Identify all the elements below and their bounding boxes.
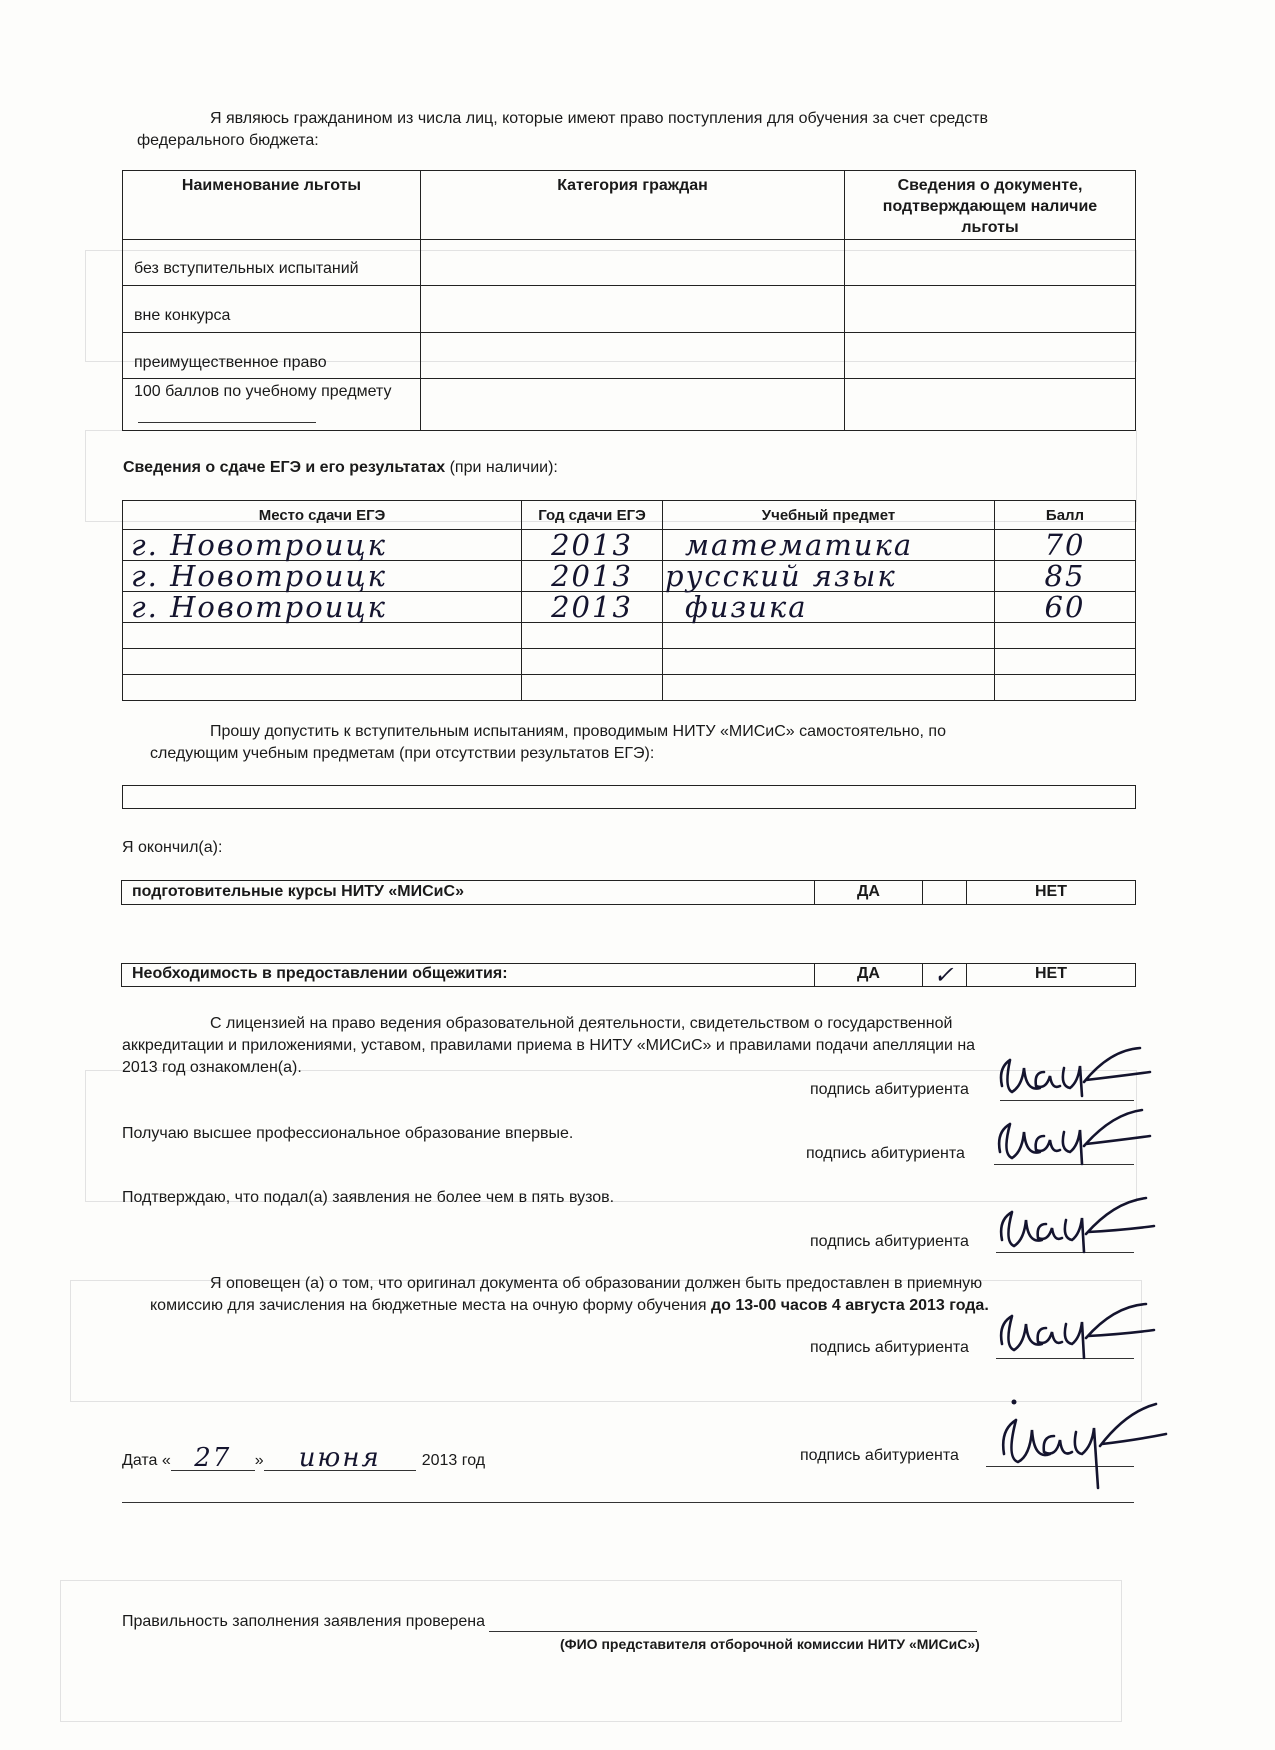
date-month: июня bbox=[264, 1446, 416, 1471]
ege-place-cell: г. Новотроицк bbox=[123, 530, 522, 561]
intro-line2: федерального бюджета: bbox=[137, 132, 319, 149]
prep-courses-no[interactable]: НЕТ bbox=[967, 881, 1136, 905]
prep-courses-yes[interactable]: ДА bbox=[815, 881, 923, 905]
handwritten-signature-icon bbox=[990, 1196, 1160, 1262]
license-line3: 2013 год ознакомлен(а). bbox=[122, 1059, 302, 1076]
handwritten-signature-icon bbox=[988, 1108, 1158, 1174]
verification-caption: (ФИО представителя отборочной комиссии НИТУ «МИСиС») bbox=[560, 1636, 980, 1652]
ege-place-cell: г. Новотроицк bbox=[123, 592, 522, 623]
original-line2-text: комиссию для зачисления на бюджетные места на очную форму обучения bbox=[150, 1297, 707, 1314]
ege-header-score: Балл bbox=[995, 501, 1136, 530]
original-line1: Я оповещен (а) о том, что оригинал документа об образовании должен быть предоставлен в приемную bbox=[210, 1275, 983, 1292]
ege-title-note: (при наличии): bbox=[449, 459, 558, 476]
ege-title bbox=[123, 458, 558, 478]
courses-table bbox=[121, 880, 1136, 905]
signature-label: подпись абитуриента bbox=[810, 1081, 969, 1098]
prep-courses-label: подготовительные курсы НИТУ «МИСиС» bbox=[122, 881, 815, 905]
ege-empty-row bbox=[123, 649, 1136, 675]
horizontal-divider bbox=[122, 1502, 1134, 1503]
handwritten-signature-icon bbox=[990, 1300, 1160, 1366]
subject-blank-line bbox=[138, 422, 316, 423]
ege-score-cell: 70 bbox=[995, 530, 1136, 561]
ege-table bbox=[122, 500, 1136, 701]
date-suffix: 2013 год bbox=[421, 1452, 486, 1469]
date-day: 27 bbox=[171, 1446, 255, 1471]
license-line1: С лицензией на право ведения образовательной деятельности, свидетельством о государственной bbox=[210, 1015, 953, 1032]
ege-year-cell: 2013 bbox=[522, 592, 663, 623]
original-line2 bbox=[150, 1296, 989, 1316]
admission-line2: следующим учебным предметам (при отсутствии результатов ЕГЭ): bbox=[150, 745, 655, 762]
ege-score-cell: 60 bbox=[995, 592, 1136, 623]
benefit-category-cell bbox=[421, 286, 845, 333]
dorm-table bbox=[121, 963, 1136, 987]
date-field bbox=[122, 1443, 486, 1473]
ege-year-cell: 2013 bbox=[522, 561, 663, 592]
benefit-category-cell bbox=[421, 240, 845, 286]
intro-line1: Я являюсь гражданином из числа лиц, которые имеют право поступления для обучения за счет средств bbox=[210, 110, 989, 127]
benefit-document-cell bbox=[845, 286, 1136, 333]
benefits-table bbox=[122, 170, 1136, 431]
signature-label: подпись абитуриента bbox=[806, 1145, 965, 1162]
ege-title-text: Сведения о сдаче ЕГЭ и его результатах bbox=[123, 459, 446, 476]
benefits-header-name: Наименование льготы bbox=[123, 171, 421, 240]
finished-label: Я окончил(а): bbox=[122, 839, 223, 856]
ege-row bbox=[123, 530, 1136, 561]
benefit-row-no-exams: без вступительных испытаний bbox=[123, 240, 421, 286]
ege-header-subject: Учебный предмет bbox=[663, 501, 995, 530]
date-prefix: Дата « bbox=[122, 1452, 171, 1469]
dorm-yes-check-icon[interactable]: ✓ bbox=[923, 964, 967, 987]
benefit-document-cell bbox=[845, 333, 1136, 379]
signature-label: подпись абитуриента bbox=[810, 1339, 969, 1356]
prep-courses-yes-box[interactable] bbox=[923, 881, 967, 905]
ege-row bbox=[123, 561, 1136, 592]
verification-field bbox=[122, 1612, 977, 1632]
ege-subject-cell: русский язык bbox=[663, 561, 995, 592]
benefit-document-cell bbox=[845, 240, 1136, 286]
ege-place-cell: г. Новотроицк bbox=[123, 561, 522, 592]
dorm-no[interactable]: НЕТ bbox=[967, 964, 1136, 987]
verification-label: Правильность заполнения заявления проверена bbox=[122, 1613, 486, 1630]
benefits-header-category: Категория граждан bbox=[421, 171, 845, 240]
license-line2: аккредитации и приложениями, уставом, правилами приема в НИТУ «МИСиС» и правилами подачи апелляции на bbox=[122, 1037, 976, 1054]
handwritten-signature-icon bbox=[990, 1046, 1160, 1108]
benefit-document-cell bbox=[845, 379, 1136, 431]
date-mid: » bbox=[254, 1452, 264, 1469]
original-deadline: до 13-00 часов 4 августа 2013 года. bbox=[711, 1297, 989, 1314]
five-universities-text: Подтверждаю, что подал(а) заявления не более чем в пять вузов. bbox=[122, 1189, 615, 1206]
ege-header-place: Место сдачи ЕГЭ bbox=[123, 501, 522, 530]
ege-year-cell: 2013 bbox=[522, 530, 663, 561]
verification-line[interactable] bbox=[489, 1613, 977, 1632]
dorm-label: Необходимость в предоставлении общежития: bbox=[122, 964, 815, 987]
ege-subject-cell: математика bbox=[663, 530, 995, 561]
benefit-row-100-points-label: 100 баллов по учебному предмету bbox=[134, 383, 392, 400]
dorm-yes[interactable]: ДА bbox=[815, 964, 923, 987]
handwritten-signature-icon bbox=[990, 1396, 1170, 1490]
benefit-row-out-of-competition: вне конкурса bbox=[123, 286, 421, 333]
ege-empty-row bbox=[123, 675, 1136, 701]
ege-subject-cell: физика bbox=[663, 592, 995, 623]
benefit-row-100-points bbox=[123, 379, 421, 431]
ege-empty-row bbox=[123, 623, 1136, 649]
first-education-text: Получаю высшее профессиональное образование впервые. bbox=[122, 1125, 574, 1142]
benefits-header-document: Сведения о документе, подтверждающем наличие льготы bbox=[845, 171, 1136, 240]
signature-label: подпись абитуриента bbox=[800, 1447, 959, 1464]
ege-score-cell: 85 bbox=[995, 561, 1136, 592]
admission-subjects-box bbox=[122, 785, 1136, 809]
ege-header-year: Год сдачи ЕГЭ bbox=[522, 501, 663, 530]
benefit-category-cell bbox=[421, 379, 845, 431]
benefit-row-priority-right: преимущественное право bbox=[123, 333, 421, 379]
ege-row bbox=[123, 592, 1136, 623]
benefit-category-cell bbox=[421, 333, 845, 379]
admission-line1: Прошу допустить к вступительным испытаниям, проводимым НИТУ «МИСиС» самостоятельно, по bbox=[210, 723, 946, 740]
signature-label: подпись абитуриента bbox=[810, 1233, 969, 1250]
